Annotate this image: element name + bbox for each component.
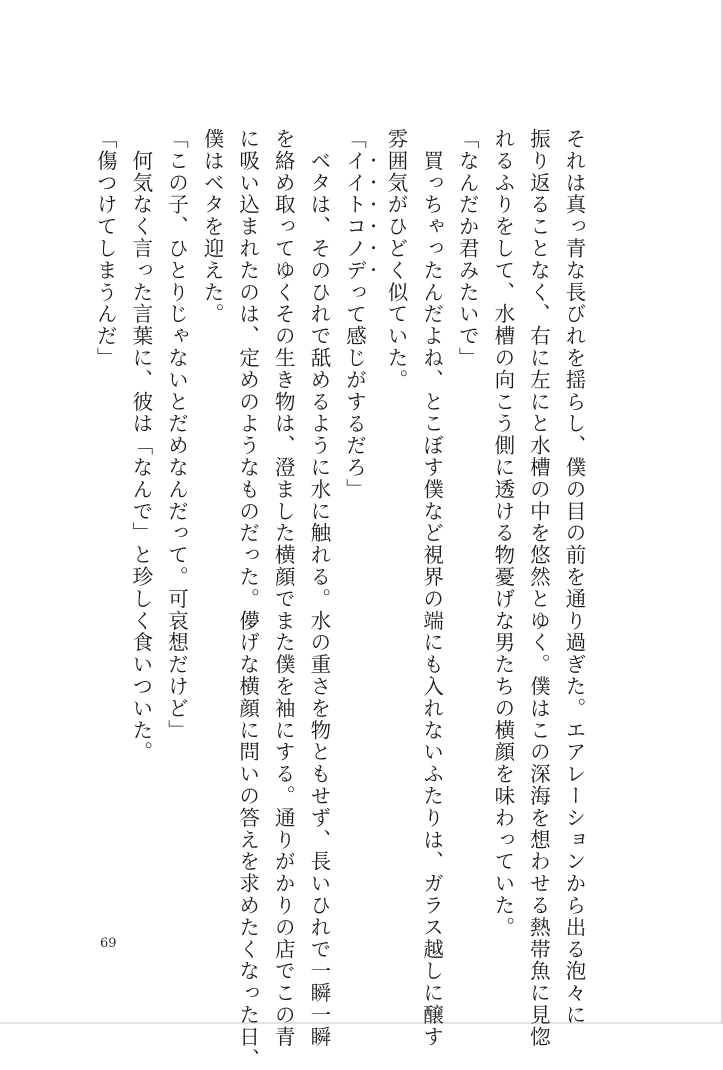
- text-line: 僕はベタを迎えた。: [200, 128, 225, 326]
- emphasis-prefix: 「: [342, 128, 367, 150]
- text-line: 振り返ることなく、右に左にと水槽の中を悠然とゆく。僕はこの深海を想わせる熱帯魚に見惚: [526, 128, 551, 1048]
- text-line: れるふりをして、水槽の向こう側に透ける物憂げな男たちの横顔を味わっていた。: [490, 128, 515, 939]
- text-line: 雰囲気がひどく似ていた。: [384, 128, 409, 391]
- text-line: に吸い込まれたのは、定めのようなものだった。儚げな横顔に問いの答えを求めたくなった日、: [235, 128, 260, 1070]
- text-line: 「傷つけてしまうんだ」: [93, 128, 118, 369]
- text-line-emphasis: [336, 128, 378, 898]
- text-line: 何気なく言った言葉に、彼は「なんで」と珍しく食いついた。: [128, 128, 153, 764]
- text-line: ベタは、そのひれで舐めるように水に触れる。水の重さを物ともせず、長いひれで一瞬一瞬: [306, 128, 331, 1048]
- text-line: 「この子、ひとりじゃないとだめなんだって。可哀想だけど」: [164, 128, 189, 742]
- text-line: を絡め取ってゆくその生き物は、澄ました横顔でまた僕を袖にする。通りがかりの店でこの青: [271, 128, 296, 1048]
- text-line: それは真っ青な長びれを揺らし、僕の目の前を通り過ぎた。エアレーションから出る泡々に: [562, 128, 586, 1026]
- page-number: 69: [100, 936, 117, 951]
- text-line: 「なんだか君みたいで」: [455, 128, 480, 369]
- text-line: 買っちゃったんだよね、とこぼす僕など視界の端にも入れないふたりは、ガラス越しに醸す: [419, 128, 444, 1048]
- emphasis-suffix: って感じがするだろ」: [342, 281, 367, 501]
- emphasized-text: イイトコノデ: [342, 149, 367, 282]
